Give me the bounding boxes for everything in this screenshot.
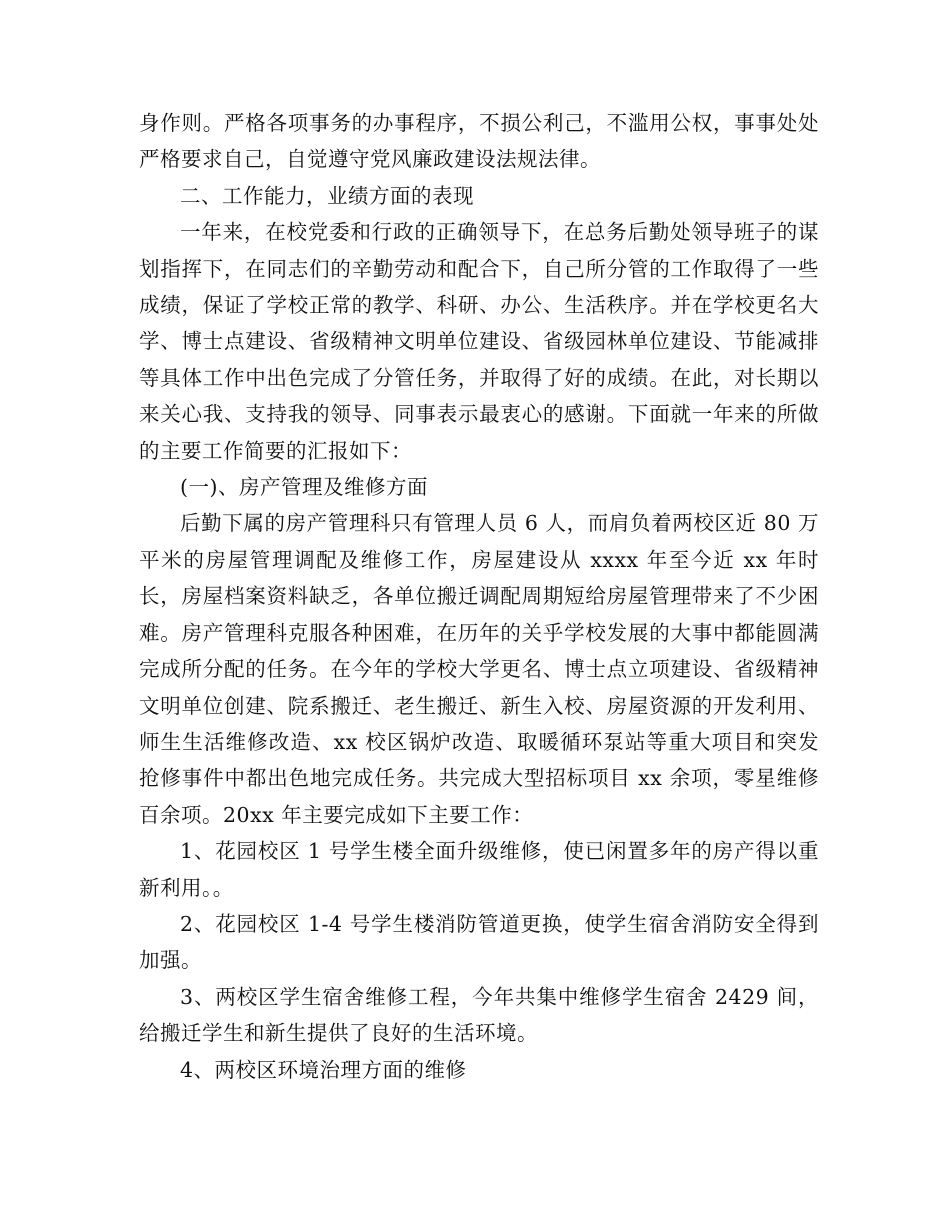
list-item-4: 4、两校区环境治理方面的维修 <box>180 1057 467 1082</box>
subsection-heading: (一)、房产管理及维修方面 <box>180 475 428 500</box>
paragraph-housing: 后勤下属的房产管理科只有管理人员 6 人，而肩负着两校区近 80 万平米的房屋管理调配及维修工作，房屋建设从 xxxx 年至今近 xx 年时长，房屋档案资料缺乏，各单位搬迁调配周期短给房屋管理带来了不少困难。房产管理科克服各种困难，在历年的关乎学校发展的大事中都能圆满完成所分配的任务。在今年的学校大学更名、博士点立项建设、省级精神文明单位创建、院系搬迁、老生搬迁、新生入校、房屋资源的开发利用、师生生活维修改造、xx 校区锅炉改造、取暖循环泵站等重大项目和突发抢修事件中都出色地完成任务。共完成大型招标项目 xx 余项，零星维修百余项。20xx 年主要完成如下主要工作： <box>139 511 819 827</box>
paragraph-summary: 一年来，在校党委和行政的正确领导下，在总务后勤处领导班子的谋划指挥下，在同志们的辛勤劳动和配合下，自己所分管的工作取得了一些成绩，保证了学校正常的教学、科研、办公、生活秩序。并在学校更名大学、博士点建设、省级精神文明单位建设、省级园林单位建设、节能减排等具体工作中出色完成了分管任务，并取得了好的成绩。在此，对长期以来关心我、支持我的领导、同事表示最衷心的感谢。下面就一年来的所做的主要工作简要的汇报如下： <box>139 220 819 463</box>
list-item-3: 3、两校区学生宿舍维修工程，今年共集中维修学生宿舍 2429 间，给搬迁学生和新生提供了良好的生活环境。 <box>139 984 819 1046</box>
section-heading: 二、工作能力，业绩方面的表现 <box>180 183 474 208</box>
list-item-1: 1、花园校区 1 号学生楼全面升级维修，使已闲置多年的房产得以重新利用。。 <box>139 839 819 900</box>
document-body <box>139 105 819 1088</box>
list-item-2: 2、花园校区 1-4 号学生楼消防管道更换，使学生宿舍消防安全得到加强。 <box>139 911 819 973</box>
paragraph-continuation: 身作则。严格各项事务的办事程序，不损公利己，不滥用公权，事事处处严格要求自己，自觉遵守党风廉政建设法规法律。 <box>139 111 819 172</box>
